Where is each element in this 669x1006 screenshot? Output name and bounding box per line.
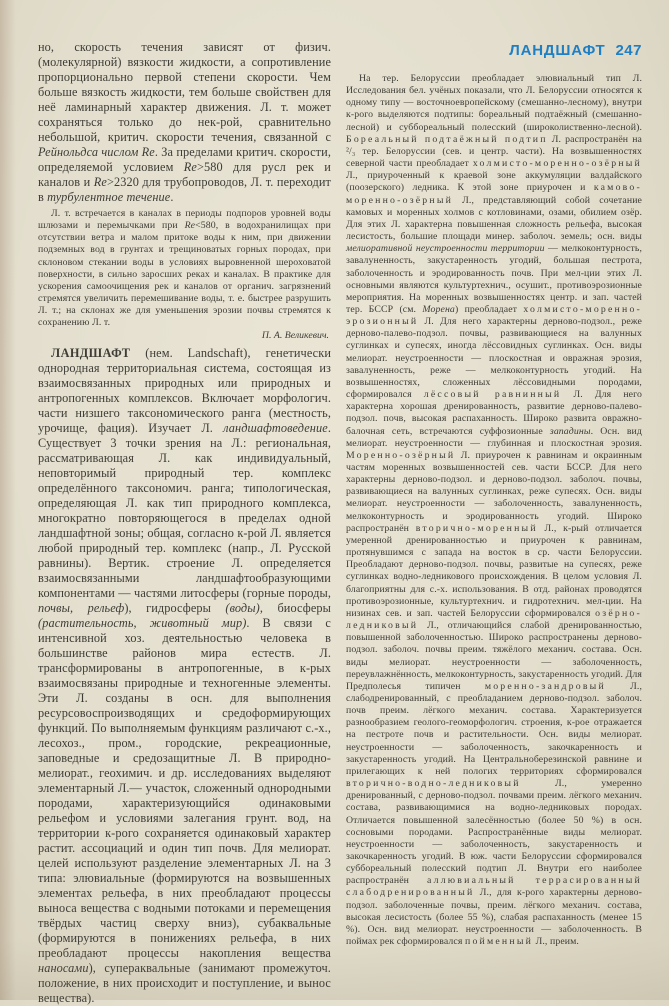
page-number: 247 [615,42,642,59]
laminar-flow-continuation-paragraph: но, скорость течения зависят от физич. (молекулярной) вязкости жидкости, а сопротивление пропорционально первой степени скорости. Чем больше вязкость жидкости, тем больше свойствен для неё ламинарный характер движения. Л. т. может сохраняться только до нек-рой, сравнительно небольшой, критич. скорости течения, связанной с Рейнольдса числом Re. За пределами критич. скорости, определяемой условием Re>580 для русл рек и каналов и Re>2320 для трубопроводов, Л. т. переходит в турбулентное течение. [38,40,331,204]
laminar-flow-petit-paragraph: Л. т. встречается в каналах в периоды подпоров уровней воды шлюзами и перемычками при Re<580, в водохранилищах при отсутствии ветра и малом притоке воды к ним, при движении подземных вод в грунтах и трещиноватых горных породах, при склоновом стекании воды в условиях выровненной шероховатой поверхности, в сильно заросших реках и каналах. В практике для ускорения самоочищения рек и каналов от органич. загрязнений стремятся увеличить перемешивание воды, т. е. быстрее разрушить Л. т.; на склонах же для уменьшения эрозии почвы стремятся к сохранению Л. т. [38,208,332,329]
belarus-landscapes-paragraph: На тер. Белоруссии преобладает элювиальный тип Л. Исследования бел. учёных показали, что Л. Белоруссии относятся к одному типу — восточноевропейскому (смешанно-лесному), внутри к-рого выделяются подтипы: бореальный подтаёжный (смешанно-лесной) и суббореальный полесский (широколиственно-лесной). Бореальный подтаёжный подтип Л. распространён на ²/₃ тер. Белоруссии (сев. и центр. части). На возвышенностях северной части преобладает холмисто-моренно-озёрный Л., приуроченный к краевой зоне аккумуляции валдайского (поозерского) ледника. К этой зоне приурочен и камово-моренно-озёрный Л., представляющий собой сочетание камовых и моренных холмов с котловинами, озами, обилием озёр. Для этих Л. характерна повышенная сложность рельефа, высокая лесистость, большие площади минер. заболоч. земель; осн. виды мелиоративной неустроенности территории — мелкоконтурность, завалуненность, закустаренность угодий, большая пестрота, заболоченность и эродированность почв. При мел-ции этих Л. основными являются культуртехнич., осушит., противоэрозионные мероприятия. На моренных возвышенностях центр. и зап. частей тер. БССР (см. Морена) преобладает холмисто-моренно-эрозионный Л. Для него характерны дерново-подзол., реже дерново-палево-подзол. почвы, развивающиеся на валунных суглинках и супесях, иногда лёссовидных суглинках. Осн. виды мелиорат. неустроенности — плоскостная и овражная эрозия, завалуненность, реже — мелкоконтурность угодий. На возвышенностях, сложенных лёссовидными породами, сформировался лёссовый равнинный Л. Для него характерна хорошая дренированность, развитие дерново-палево-подзол. почв, высокая распаханность. Широко развита овражно-балочная сеть, встречаются суффозионные западины. Осн. вид мелиорат. неустроенности — глубинная и плоскостная эрозия. Моренно-озёрный Л. приурочен к равнинам и окраинным частям моренных возвышенностей сев. части БССР. Для него характерны дерново-подзол. и дерново-подзол. заболоч. почвы, развивающиеся на валунных суглинках, реже супесях. Осн. виды мелиорат. неустроенности — заболоченность, завалуненность, мелкоконтурность и эродированность угодий. Широко распространён вторично-моренный Л., к-рый отличается умеренной дренированностью и приурочен к равнинам, протянувшимся с запада на восток в ср. части Белоруссии. Преобладают дерново-подзол. почвы, развитые на супесях, реже суглинках водно-ледникового происхождения. В целом условия Л. благоприятны для с.-х. использования. В отд. районах проводятся противоэрозионные, культуртехнич. и гидротехнич. мел-ции. На низинах сев. и зап. частей Белоруссии сформировался озёрно-ледниковый Л., отличающийся слабой дренированностью, повышенной заболоченностью. Широко распространены дерново-подзол. заболоч. почвы преим. тяжёлого механич. состава. Осн. виды мелиорат. неустроенности — заболоченность, переувлажнённость, мелкоконтурность, закустаренность угодий. Для Предполесья типичен моренно-зандровый Л., слабодренированный, с преобладанием дерново-подзол. заболоч. почв преим. лёгкого механич. состава. Характеризуется разнообразием геолого-геоморфологич. строения, к-рое отражается на пестроте почв и растительности. Осн. виды мелиорат. неустроенности — заболоченность, закочкаренность и закустаренность угодий. На Центральноберезинской равнине и прилегающих к ней пологих территориях сформировался вторично-водно-ледниковый Л., умеренно дренированный, с дерново-подзол. почвами преим. лёгкого механич. состава, развивающимися на водно-ледниковых породах. Отличается повышенной залесённостью (более 50 %) в осн. сосновыми породами. Распространённые виды мелиорат. неустроенности — заболоченность, закустаренность и закочкаренность угодий. В юж. части Белоруссии сформировался суббореальный полесский подтип Л. Внутри его наиболее распространён аллювиальный террасированный слабодренированный Л., для к-рого характерны дерново-подзол. заболоченные почвы, преим. лёгкого механич. состава, высокая лесистость (более 55 %), слабая распаханность (менее 15 %). Осн. вид мелиорат. неустроенности — заболоченность. В поймах рек сформировался пойменный Л., преим. [346,73,643,948]
running-head [346,42,642,59]
left-column [38,40,331,1006]
landshaft-entry-paragraph: ЛАНДШАФТ (нем. Landschaft), генетически однородная территориальная система, состоящая из взаимосвязанных природных или природных и антропогенных комплексов. Включает морфологич. части низшего таксономического ранга (местность, урочище, фация). Изучает Л. ландшафтоведение. Существует 3 точки зрения на Л.: региональная, рассматривающая Л. как индивидуальный, неповторимый природный тер. комплекс определённого таксономич. ранга; типологическая, определяющая Л. как тип природного комплекса, многократно повторяющегося в пределах одной ландшафтной зоны; общая, согласно к-рой Л. является любой природный тер. комплекс (напр., Л. Русской равнины). Вертик. строение Л. определяется взаимосвязанными ландшафтообразующими компонентами — частями литосферы (горные породы, почвы, рельеф), гидросферы (воды), биосферы (растительность, животный мир). В связи с интенсивной хоз. деятельностью человека в большинстве районов мира естеств. Л. трансформированы в антропогенные, в к-рых взаимосвязаны природные и техногенные элементы. Эти Л. созданы в осн. для выполнения ресурсовоспроизводящих и средоформирующих функций. По выполняемым функциям различают с.-х., лесохоз., пром., городские, рекреационные, заповедные и средозащитные Л. В природно-мелиорат., геохимич. и др. исследованиях выделяют элементарный Л.— участок, сложенный однородными породами, характеризующийся одинаковыми рельефом и условиями залегания грунт. вод, на территории к-рого сохраняется одинаковый характер растит. ассоциаций и один тип почв. Для мелиорат. целей используют разделение элементарных Л. на 3 типа: элювиальные (формируются на возвышенных элементах рельефа, в них преобладают процессы выноса вещества с водными потоками и перемещения твёрдых частиц сверху вниз), субаквальные (формируются в понижениях рельефа, в них преобладают процессы накопления вещества наносами), супераквальные (занимают промежуточ. положение, в них происходит и поступление, и вынос вещества). [38,345,331,1005]
right-column [346,40,642,948]
running-head-title: ЛАНДШАФТ [509,42,606,59]
author-signature: П. А. Великевич. [261,329,329,341]
